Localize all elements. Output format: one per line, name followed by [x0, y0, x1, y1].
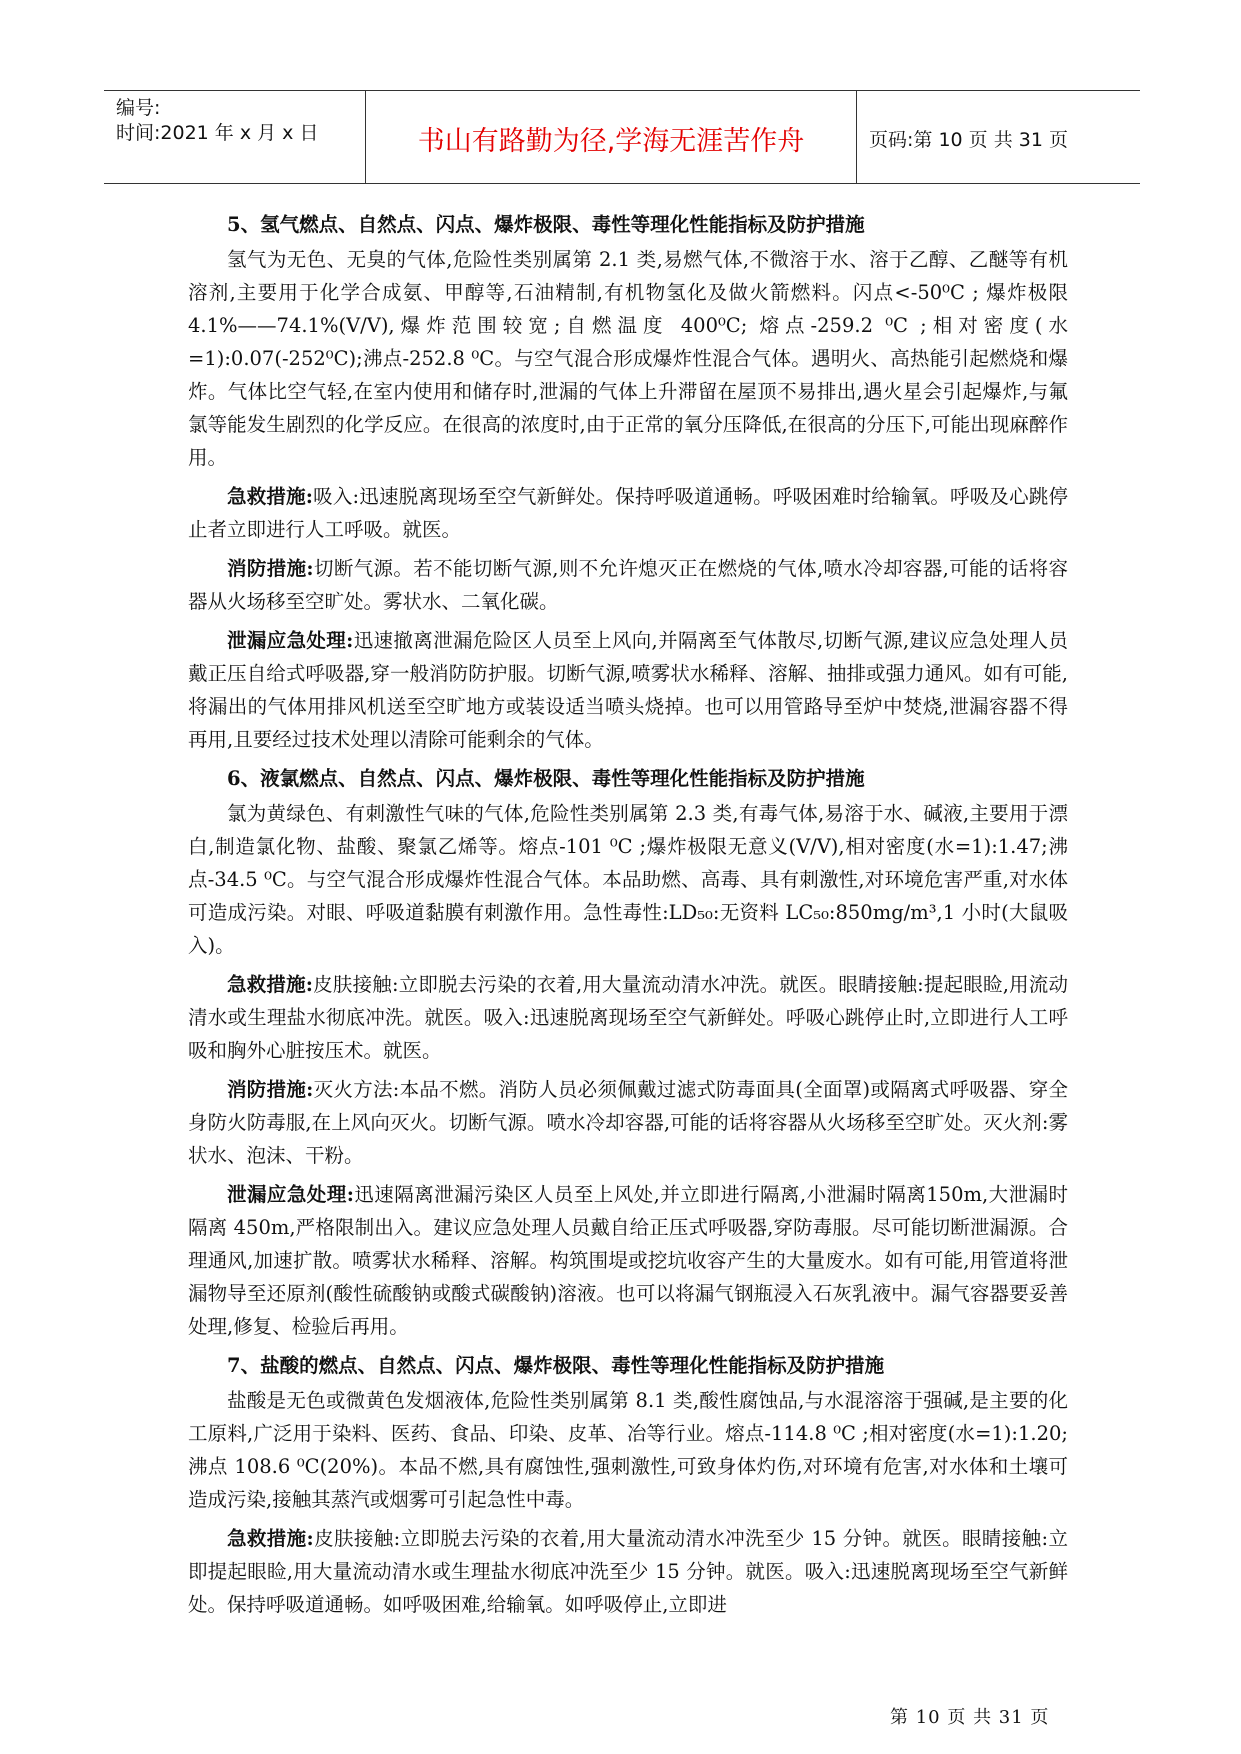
document-number-label: 编号: [116, 97, 161, 119]
item-label: 急救措施: [227, 485, 313, 508]
chlorine-fire-fighting [188, 1073, 1068, 1172]
header-motto: 书山有路勤为径,学海无涯苦作舟 [417, 126, 805, 157]
section-intro-hydrochloric-acid: 盐酸是无色或微黄色发烟液体,危险性类别属第 8.1 类,酸性腐蚀品,与水混溶溶于强碱,是主要的化工原料,广泛用于染料、医药、食品、印染、皮革、冶等行业。熔点-114.8 ⁰C ;相对密度(水=1):1.20;沸点 108.6 ⁰C(20%)。本品不燃,具有腐蚀性,强刺激性,可致身体灼伤,对环境有危害,对水体和土壤可造成污染,接触其蒸汽或烟雾可引起急性中毒。 [188, 1389, 1068, 1511]
chlorine-first-aid [188, 968, 1068, 1067]
hydrogen-first-aid [188, 480, 1068, 546]
item-text: 迅速撤离泄漏危险区人员至上风向,并隔离至气体散尽,切断气源,建议应急处理人员戴正压自给式呼吸器,穿一般消防防护服。切断气源,喷雾状水稀释、溶解、抽排或强力通风。如有可能,将漏出的气体用排风机送至空旷地方或装设适当喷头烧掉。也可以用管路导至炉中焚烧,泄漏容器不得再用,且要经过技术处理以清除可能剩余的气体。 [188, 629, 1068, 751]
section-intro-chlorine: 氯为黄绿色、有刺激性气味的气体,危险性类别属第 2.3 类,有毒气体,易溶于水、碱液,主要用于漂白,制造氯化物、盐酸、聚氯乙烯等。熔点-101 ⁰C ;爆炸极限无意义(V/V),相对密度(水=1):1.47;沸点-34.5 ⁰C。与空气混合形成爆炸性混合气体。本品助燃、高毒、具有刺激性,对环境危害严重,对水体可造成污染。对眼、呼吸道黏膜有刺激作用。急性毒性:LD₅₀:无资料 LC₅₀:850mg/m³,1 小时(大鼠吸入)。 [188, 802, 1068, 957]
document-body [188, 208, 1068, 1627]
hydrochloric-acid-first-aid [188, 1522, 1068, 1621]
item-label: 消防措施: [227, 1078, 314, 1101]
item-text: 迅速隔离泄漏污染区人员至上风处,并立即进行隔离,小泄漏时隔离150m,大泄漏时隔离 450m,严格限制出入。建议应急处理人员戴自给正压式呼吸器,穿防毒服。尽可能切断泄漏源。合理通风,加速扩散。喷雾状水稀释、溶解。构筑围堤或挖坑收容产生的大量废水。如有可能,用管道将泄漏物导至还原剂(酸性硫酸钠或酸式碳酸钠)溶液。也可以将漏气钢瓶浸入石灰乳液中。漏气容器要妥善处理,修复、检验后再用。 [188, 1183, 1068, 1338]
section-heading-chlorine: 6、液氯燃点、自然点、闪点、爆炸极限、毒性等理化性能指标及防护措施 [227, 767, 865, 790]
section-heading-hydrochloric-acid: 7、盐酸的燃点、自然点、闪点、爆炸极限、毒性等理化性能指标及防护措施 [227, 1354, 885, 1377]
page-header [104, 90, 1140, 184]
section-intro-hydrogen: 氢气为无色、无臭的气体,危险性类别属第 2.1 类,易燃气体,不微溶于水、溶于乙醇、乙醚等有机溶剂,主要用于化学合成氨、甲醇等,石油精制,有机物氢化及做火箭燃料。闪点<-50⁰C ; 爆炸极限 4.1%——74.1%(V/V),爆炸范围较宽;自燃温度 400⁰C; 熔点-259.2 ⁰C ;相对密度(水=1):0.07(-252⁰C);沸点-252.8 ⁰C。与空气混合形成爆炸性混合气体。遇明火、高热能引起燃烧和爆炸。气体比空气轻,在室内使用和储存时,泄漏的气体上升滞留在屋顶不易排出,遇火星会引起爆炸,与氟氯等能发生剧烈的化学反应。在很高的浓度时,由于正常的氧分压降低,在很高的分压下,可能出现麻醉作用。 [188, 248, 1068, 469]
document-time-label: 时间:2021 年 x 月 x 日 [116, 122, 319, 144]
item-text: 吸入:迅速脱离现场至空气新鲜处。保持呼吸道通畅。呼吸困难时给输氧。呼吸及心跳停止者立即进行人工呼吸。就医。 [188, 485, 1068, 541]
section-heading-hydrogen: 5、氢气燃点、自然点、闪点、爆炸极限、毒性等理化性能指标及防护措施 [227, 213, 865, 236]
page-footer: 第 10 页 共 31 页 [890, 1707, 1050, 1728]
item-text: 灭火方法:本品不燃。消防人员必须佩戴过滤式防毒面具(全面罩)或隔离式呼吸器、穿全身防火防毒服,在上风向灭火。切断气源。喷水冷却容器,可能的话将容器从火场移至空旷处。灭火剂:雾状水、泡沫、干粉。 [188, 1078, 1068, 1167]
chlorine-leak-response [188, 1178, 1068, 1343]
item-text: 切断气源。若不能切断气源,则不允许熄灭正在燃烧的气体,喷水冷却容器,可能的话将容器从火场移至空旷处。雾状水、二氧化碳。 [188, 557, 1068, 613]
header-page-info: 页码:第 10 页 共 31 页 [869, 129, 1068, 151]
item-label: 泄漏应急处理: [227, 629, 354, 652]
item-label: 急救措施: [227, 973, 313, 996]
hydrogen-fire-fighting [188, 552, 1068, 618]
item-label: 急救措施: [227, 1527, 314, 1550]
hydrogen-leak-response [188, 624, 1068, 756]
item-text: 皮肤接触:立即脱去污染的衣着,用大量流动清水冲洗至少 15 分钟。就医。眼睛接触:立即提起眼睑,用大量流动清水或生理盐水彻底冲洗至少 15 分钟。就医。吸入:迅速脱离现场至空气新鲜处。保持呼吸道通畅。如呼吸困难,给输氧。如呼吸停止,立即进 [188, 1527, 1068, 1616]
header-meta-cell [104, 91, 366, 183]
header-page-cell [857, 91, 1140, 183]
header-motto-cell [366, 91, 857, 183]
item-label: 消防措施: [227, 557, 314, 580]
item-text: 皮肤接触:立即脱去污染的衣着,用大量流动清水冲洗。就医。眼睛接触:提起眼睑,用流动清水或生理盐水彻底冲洗。就医。吸入:迅速脱离现场至空气新鲜处。呼吸心跳停止时,立即进行人工呼吸和胸外心脏按压术。就医。 [188, 973, 1068, 1062]
item-label: 泄漏应急处理: [227, 1183, 354, 1206]
